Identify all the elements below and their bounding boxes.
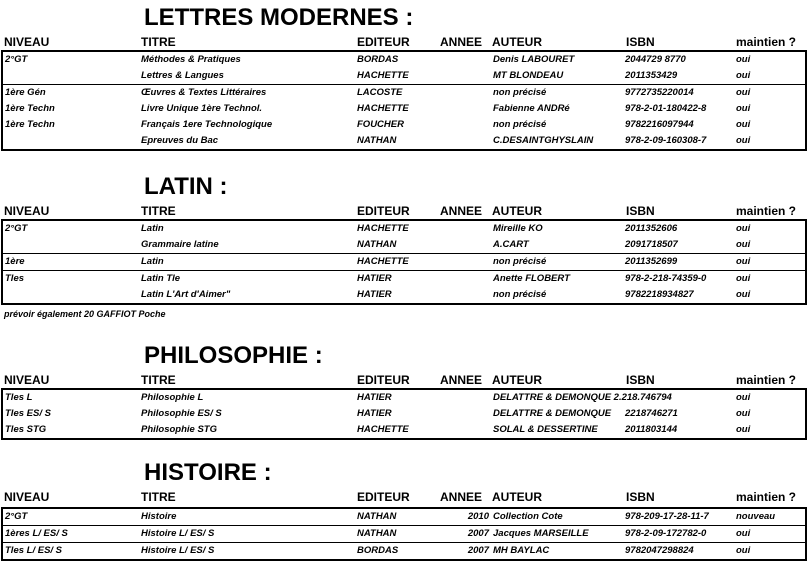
cell-maintien: oui bbox=[736, 54, 751, 65]
table-row bbox=[3, 52, 805, 68]
cell-editeur: LACOSTE bbox=[357, 87, 403, 98]
cell-editeur: HACHETTE bbox=[357, 256, 409, 267]
cell-niveau: Tles ES/ S bbox=[5, 408, 51, 419]
cell-auteur: MT BLONDEAU bbox=[493, 70, 564, 81]
cell-auteur: A.CART bbox=[493, 239, 529, 250]
cell-auteur: non précisé bbox=[493, 256, 547, 267]
header-annee: ANNEE bbox=[440, 373, 483, 387]
cell-niveau: Tles L/ ES/ S bbox=[5, 545, 63, 556]
table-row bbox=[3, 253, 805, 270]
cell-niveau: 1ère Techn bbox=[5, 119, 55, 130]
cell-isbn: 9782218934827 bbox=[625, 289, 694, 300]
cell-maintien: oui bbox=[736, 135, 751, 146]
cell-isbn: 978-209-17-28-11-7 bbox=[625, 511, 709, 522]
section-title-histoire: HISTOIRE : bbox=[144, 459, 272, 486]
table-row bbox=[3, 84, 805, 101]
book-table bbox=[1, 507, 807, 561]
cell-isbn: 978-2-09-172782-0 bbox=[625, 528, 707, 539]
latin-note: prévoir également 20 GAFFIOT Poche bbox=[4, 309, 166, 319]
cell-maintien: oui bbox=[736, 103, 751, 114]
cell-auteur: MH BAYLAC bbox=[493, 545, 550, 556]
header-auteur: AUTEUR bbox=[492, 373, 542, 387]
header-editeur: EDITEUR bbox=[357, 35, 410, 49]
header-maintien: maintien ? bbox=[736, 204, 797, 218]
table-row bbox=[3, 133, 805, 149]
cell-titre: Philosophie STG bbox=[141, 424, 218, 435]
cell-maintien: nouveau bbox=[736, 511, 776, 522]
cell-niveau: 2°GT bbox=[5, 511, 28, 522]
cell-titre: Grammaire latine bbox=[141, 239, 219, 250]
cell-auteur: Mireille KO bbox=[493, 223, 543, 234]
cell-auteur: DELATTRE & DEMONQUE 2.218.746794 bbox=[493, 392, 672, 403]
cell-titre: Philosophie ES/ S bbox=[141, 408, 222, 419]
header-auteur: AUTEUR bbox=[492, 204, 542, 218]
table-row bbox=[3, 68, 805, 84]
cell-auteur: DELATTRE & DEMONQUE bbox=[493, 408, 612, 419]
cell-isbn: 2011353429 bbox=[625, 70, 678, 81]
cell-niveau: 1ères L/ ES/ S bbox=[5, 528, 68, 539]
cell-isbn: 978-2-218-74359-0 bbox=[625, 273, 707, 284]
cell-maintien: oui bbox=[736, 256, 751, 267]
cell-auteur: Denis LABOURET bbox=[493, 54, 575, 65]
cell-annee: 2010 bbox=[467, 511, 489, 522]
cell-auteur: non précisé bbox=[493, 119, 547, 130]
table-row bbox=[3, 406, 805, 422]
cell-annee: 2007 bbox=[467, 545, 489, 556]
header-maintien: maintien ? bbox=[736, 35, 797, 49]
cell-editeur: BORDAS bbox=[357, 545, 399, 556]
cell-editeur: NATHAN bbox=[357, 135, 397, 146]
table-row bbox=[3, 542, 805, 559]
header-annee: ANNEE bbox=[440, 204, 483, 218]
cell-maintien: oui bbox=[736, 392, 751, 403]
cell-auteur: Anette FLOBERT bbox=[493, 273, 570, 284]
header-titre: TITRE bbox=[141, 35, 176, 49]
header-isbn: ISBN bbox=[626, 373, 655, 387]
header-isbn: ISBN bbox=[626, 490, 655, 504]
column-header-row bbox=[0, 490, 812, 504]
cell-editeur: HACHETTE bbox=[357, 70, 409, 81]
cell-isbn: 2218746271 bbox=[625, 408, 678, 419]
cell-niveau: 1ère bbox=[5, 256, 25, 267]
cell-niveau: Tles bbox=[5, 273, 25, 284]
cell-isbn: 2011352699 bbox=[625, 256, 678, 267]
cell-isbn: 978-2-01-180422-8 bbox=[625, 103, 707, 114]
cell-editeur: HATIER bbox=[357, 289, 392, 300]
cell-editeur: HATIER bbox=[357, 392, 392, 403]
cell-titre: Latin bbox=[141, 223, 164, 234]
cell-isbn: 2091718507 bbox=[625, 239, 678, 250]
header-editeur: EDITEUR bbox=[357, 490, 410, 504]
column-header-row bbox=[0, 373, 812, 387]
cell-editeur: HACHETTE bbox=[357, 223, 409, 234]
cell-auteur: Fabienne ANDRé bbox=[493, 103, 570, 114]
cell-isbn: 2044729 8770 bbox=[625, 54, 686, 65]
cell-editeur: HATIER bbox=[357, 408, 392, 419]
cell-titre: Œuvres & Textes Littéraires bbox=[141, 87, 267, 98]
cell-maintien: oui bbox=[736, 273, 751, 284]
header-annee: ANNEE bbox=[440, 490, 483, 504]
header-isbn: ISBN bbox=[626, 35, 655, 49]
cell-editeur: HACHETTE bbox=[357, 103, 409, 114]
header-niveau: NIVEAU bbox=[4, 490, 50, 504]
book-table bbox=[1, 219, 807, 305]
cell-editeur: NATHAN bbox=[357, 239, 397, 250]
header-titre: TITRE bbox=[141, 373, 176, 387]
cell-editeur: FOUCHER bbox=[357, 119, 404, 130]
table-row bbox=[3, 390, 805, 406]
cell-titre: Latin L'Art d'Aimer" bbox=[141, 289, 231, 300]
cell-titre: Latin bbox=[141, 256, 164, 267]
table-row bbox=[3, 287, 805, 303]
cell-niveau: 2°GT bbox=[5, 223, 28, 234]
header-auteur: AUTEUR bbox=[492, 490, 542, 504]
cell-auteur: Collection Cote bbox=[493, 511, 563, 522]
cell-titre: Epreuves du Bac bbox=[141, 135, 219, 146]
header-editeur: EDITEUR bbox=[357, 204, 410, 218]
column-header-row bbox=[0, 35, 812, 49]
cell-titre: Histoire L/ ES/ S bbox=[141, 528, 215, 539]
cell-editeur: HACHETTE bbox=[357, 424, 409, 435]
table-row bbox=[3, 237, 805, 253]
header-editeur: EDITEUR bbox=[357, 373, 410, 387]
section-title-latin: LATIN : bbox=[144, 173, 228, 200]
cell-auteur: Jacques MARSEILLE bbox=[493, 528, 589, 539]
cell-titre: Livre Unique 1ère Technol. bbox=[141, 103, 263, 114]
cell-niveau: 1ère Techn bbox=[5, 103, 55, 114]
cell-titre: Philosophie L bbox=[141, 392, 204, 403]
cell-editeur: NATHAN bbox=[357, 528, 397, 539]
header-maintien: maintien ? bbox=[736, 490, 797, 504]
cell-editeur: BORDAS bbox=[357, 54, 399, 65]
cell-maintien: oui bbox=[736, 87, 751, 98]
cell-maintien: oui bbox=[736, 545, 751, 556]
header-auteur: AUTEUR bbox=[492, 35, 542, 49]
cell-niveau: 2°GT bbox=[5, 54, 28, 65]
cell-niveau: 1ère Gén bbox=[5, 87, 46, 98]
cell-editeur: HATIER bbox=[357, 273, 392, 284]
cell-titre: Latin Tle bbox=[141, 273, 181, 284]
header-niveau: NIVEAU bbox=[4, 204, 50, 218]
book-table bbox=[1, 388, 807, 440]
cell-auteur: SOLAL & DESSERTINE bbox=[493, 424, 598, 435]
cell-titre: Méthodes & Pratiques bbox=[141, 54, 241, 65]
table-row bbox=[3, 525, 805, 542]
cell-maintien: oui bbox=[736, 239, 751, 250]
cell-isbn: 9782216097944 bbox=[625, 119, 694, 130]
cell-niveau: Tles L bbox=[5, 392, 33, 403]
cell-maintien: oui bbox=[736, 424, 751, 435]
section-title-philosophie: PHILOSOPHIE : bbox=[144, 342, 323, 369]
header-annee: ANNEE bbox=[440, 35, 483, 49]
table-row bbox=[3, 101, 805, 117]
cell-editeur: NATHAN bbox=[357, 511, 397, 522]
cell-maintien: oui bbox=[736, 289, 751, 300]
cell-annee: 2007 bbox=[467, 528, 489, 539]
cell-maintien: oui bbox=[736, 528, 751, 539]
cell-isbn: 2011803144 bbox=[625, 424, 678, 435]
column-header-row bbox=[0, 204, 812, 218]
cell-titre: Lettres & Langues bbox=[141, 70, 224, 81]
cell-auteur: C.DESAINTGHYSLAIN bbox=[493, 135, 594, 146]
header-titre: TITRE bbox=[141, 490, 176, 504]
table-row bbox=[3, 270, 805, 287]
header-titre: TITRE bbox=[141, 204, 176, 218]
cell-titre: Histoire bbox=[141, 511, 177, 522]
cell-niveau: Tles STG bbox=[5, 424, 47, 435]
table-row bbox=[3, 117, 805, 133]
table-row bbox=[3, 509, 805, 525]
cell-isbn: 978-2-09-160308-7 bbox=[625, 135, 707, 146]
cell-isbn: 9772735220014 bbox=[625, 87, 694, 98]
header-niveau: NIVEAU bbox=[4, 373, 50, 387]
cell-maintien: oui bbox=[736, 119, 751, 130]
cell-maintien: oui bbox=[736, 408, 751, 419]
cell-maintien: oui bbox=[736, 70, 751, 81]
cell-auteur: non précisé bbox=[493, 289, 547, 300]
table-row bbox=[3, 422, 805, 438]
cell-isbn: 9782047298824 bbox=[625, 545, 694, 556]
header-isbn: ISBN bbox=[626, 204, 655, 218]
cell-isbn: 2011352606 bbox=[625, 223, 678, 234]
header-maintien: maintien ? bbox=[736, 373, 797, 387]
cell-auteur: non précisé bbox=[493, 87, 547, 98]
section-title-lettres-modernes: LETTRES MODERNES : bbox=[144, 4, 414, 31]
table-row bbox=[3, 221, 805, 237]
cell-maintien: oui bbox=[736, 223, 751, 234]
cell-titre: Histoire L/ ES/ S bbox=[141, 545, 215, 556]
header-niveau: NIVEAU bbox=[4, 35, 50, 49]
cell-titre: Français 1ere Technologique bbox=[141, 119, 273, 130]
book-table bbox=[1, 50, 807, 151]
